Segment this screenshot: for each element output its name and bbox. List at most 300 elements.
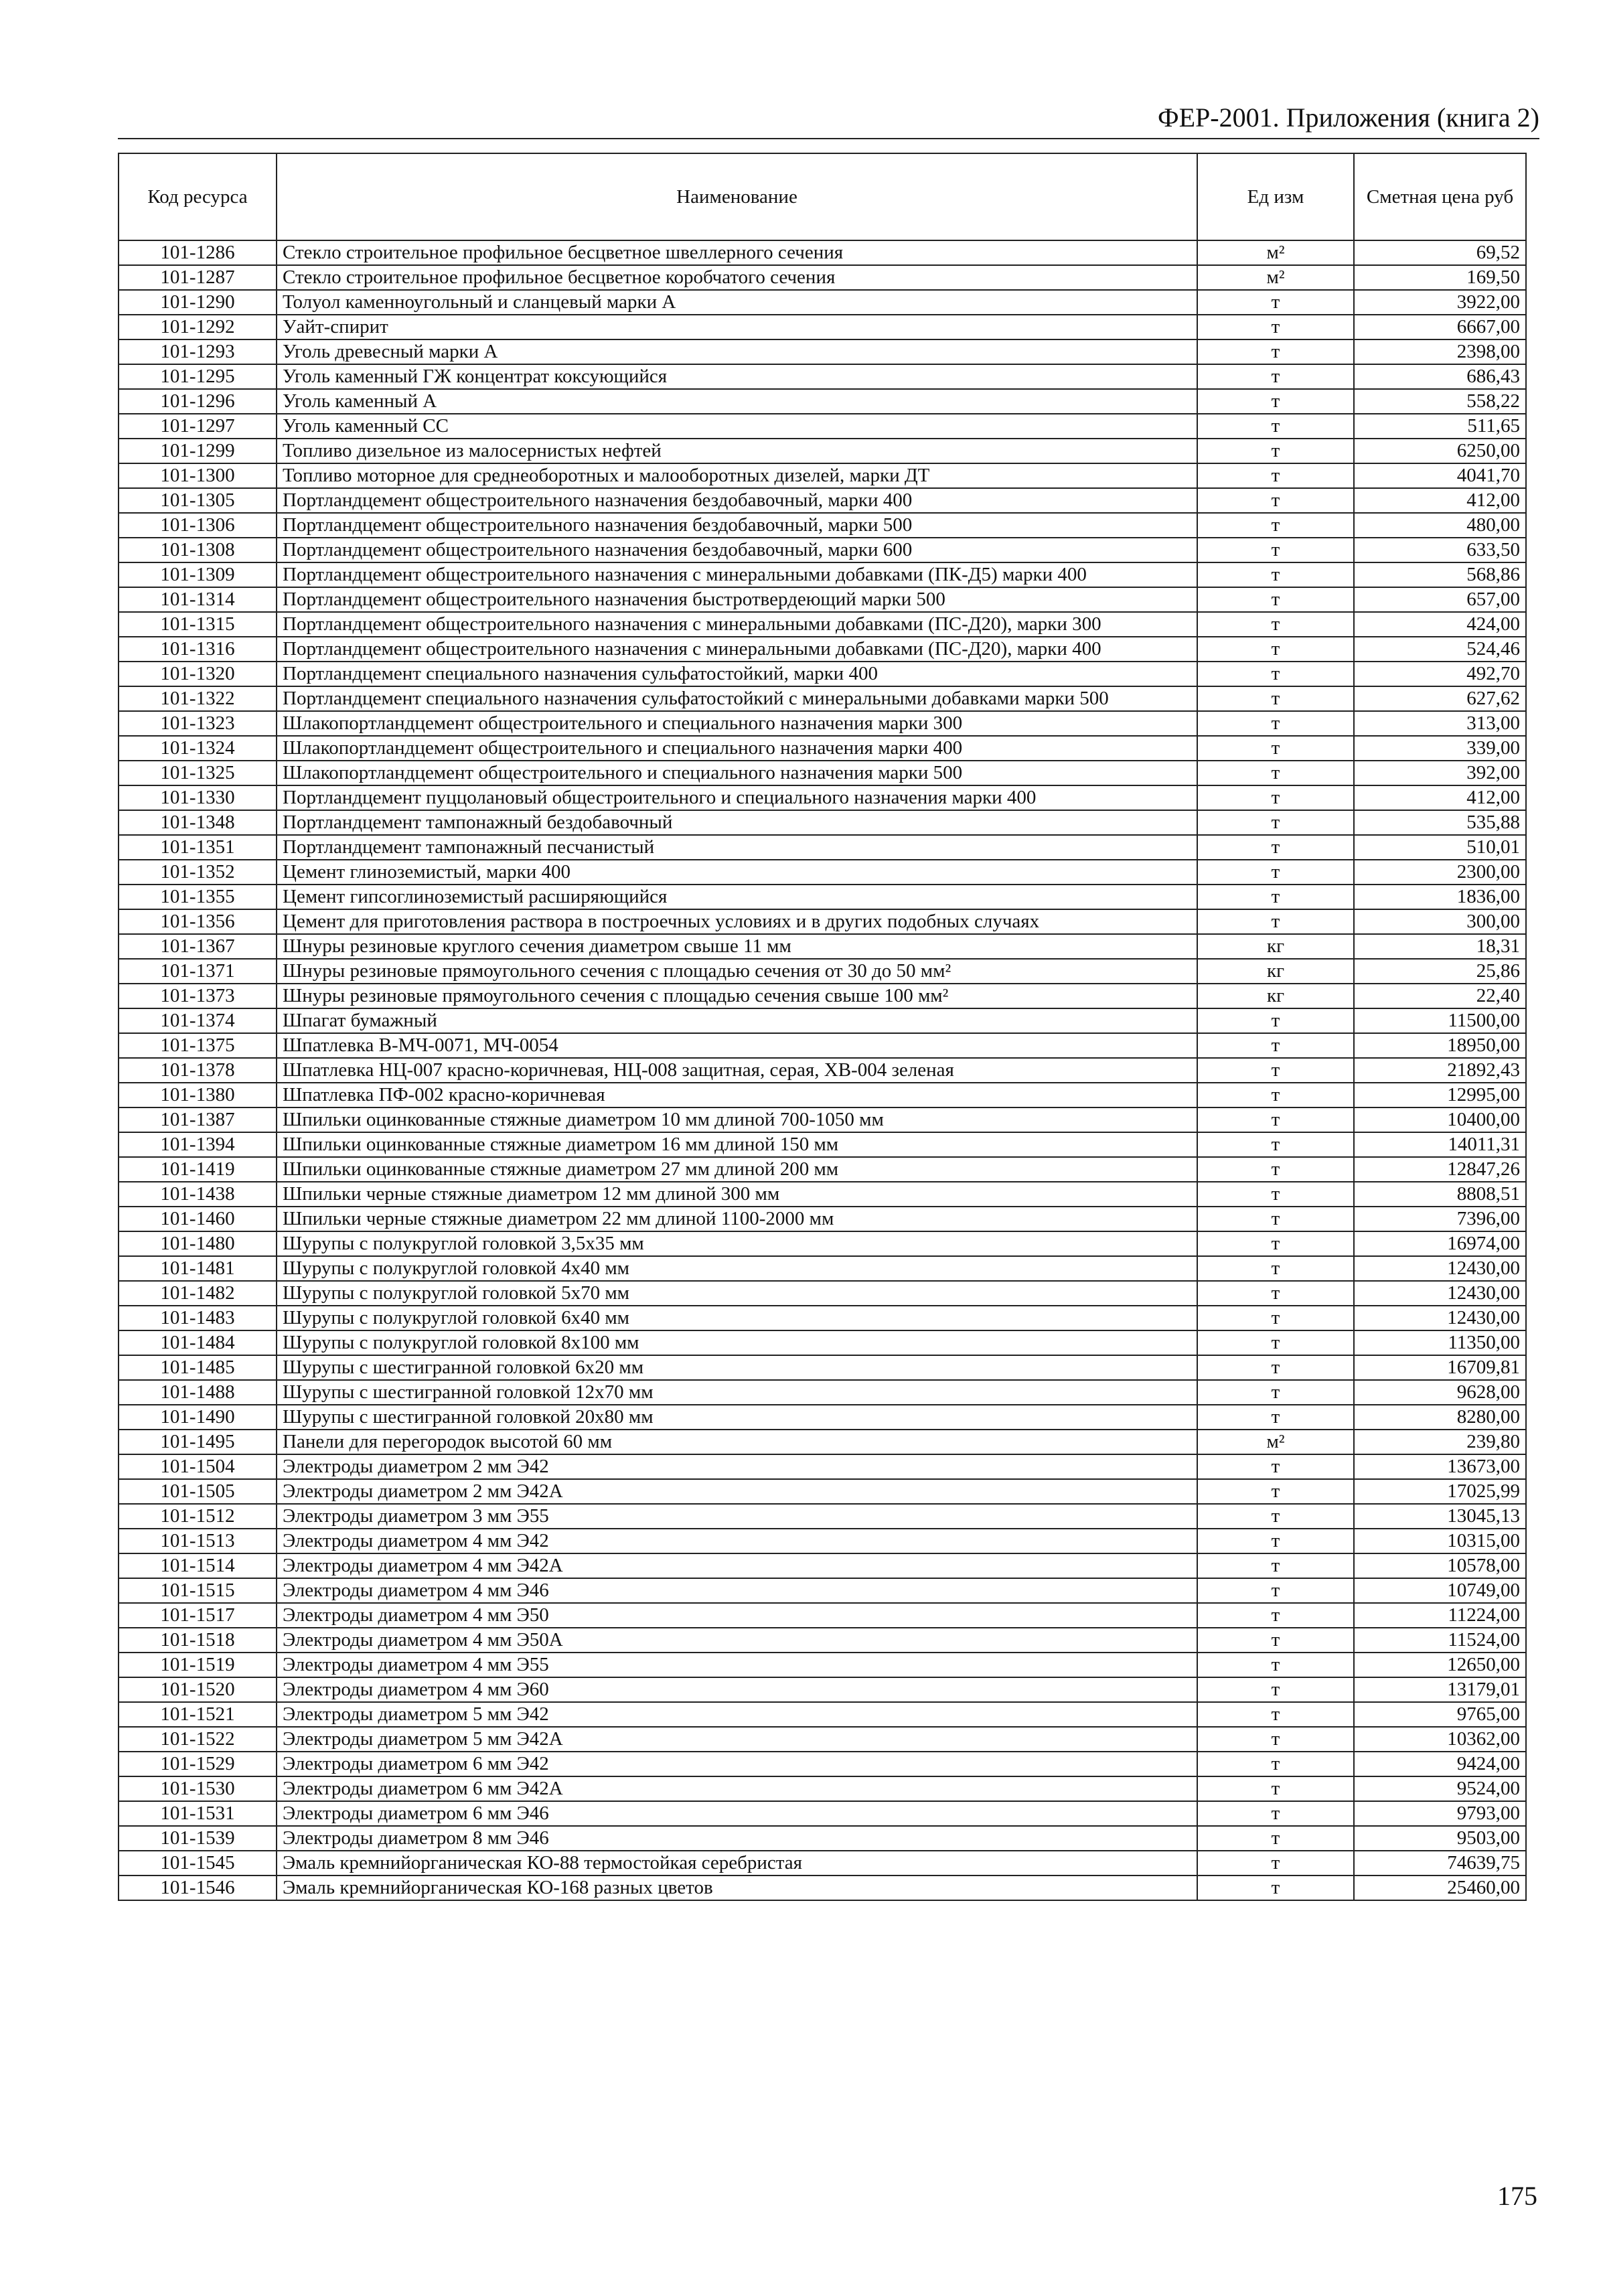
table-row — [119, 315, 1526, 339]
resource-code-cell: 101-1504 — [119, 1454, 277, 1479]
resource-name-cell: Шурупы с полукруглой головкой 3,5х35 мм — [277, 1231, 1197, 1256]
price-cell: 2398,00 — [1354, 339, 1526, 364]
table-row — [119, 1231, 1526, 1256]
price-cell: 25,86 — [1354, 959, 1526, 984]
price-cell: 9424,00 — [1354, 1752, 1526, 1776]
unit-cell: т — [1197, 1752, 1354, 1776]
resource-code-cell: 101-1438 — [119, 1182, 277, 1207]
price-cell: 9793,00 — [1354, 1801, 1526, 1826]
price-cell: 169,50 — [1354, 265, 1526, 290]
resource-name-cell: Электроды диаметром 6 мм Э46 — [277, 1801, 1197, 1826]
price-cell: 8280,00 — [1354, 1405, 1526, 1430]
resource-code-cell: 101-1373 — [119, 984, 277, 1008]
table-row — [119, 339, 1526, 364]
resource-code-cell: 101-1485 — [119, 1355, 277, 1380]
table-row — [119, 1306, 1526, 1330]
table-row — [119, 984, 1526, 1008]
table-row — [119, 1281, 1526, 1306]
unit-cell: т — [1197, 513, 1354, 538]
unit-cell: т — [1197, 1504, 1354, 1529]
price-cell: 511,65 — [1354, 414, 1526, 439]
resource-code-cell: 101-1371 — [119, 959, 277, 984]
unit-cell: т — [1197, 1008, 1354, 1033]
unit-cell: кг — [1197, 934, 1354, 959]
price-cell: 492,70 — [1354, 662, 1526, 686]
unit-cell: т — [1197, 1653, 1354, 1677]
table-row — [119, 885, 1526, 909]
price-cell: 1836,00 — [1354, 885, 1526, 909]
price-cell: 10362,00 — [1354, 1727, 1526, 1752]
table-row — [119, 1702, 1526, 1727]
resource-name-cell: Шурупы с шестигранной головкой 6х20 мм — [277, 1355, 1197, 1380]
table-row — [119, 1479, 1526, 1504]
unit-cell: т — [1197, 1801, 1354, 1826]
column-header-name: Наименование — [277, 153, 1197, 240]
resource-code-cell: 101-1513 — [119, 1529, 277, 1553]
unit-cell: т — [1197, 810, 1354, 835]
unit-cell: т — [1197, 463, 1354, 488]
unit-cell: т — [1197, 686, 1354, 711]
resource-name-cell: Уголь каменный А — [277, 389, 1197, 414]
resource-name-cell: Цемент для приготовления раствора в построечных условиях и в других подобных случаях — [277, 909, 1197, 934]
table-row — [119, 1330, 1526, 1355]
price-cell: 313,00 — [1354, 711, 1526, 736]
resource-name-cell: Шпильки оцинкованные стяжные диаметром 10 мм длиной 700-1050 мм — [277, 1107, 1197, 1132]
resource-name-cell: Шнуры резиновые прямоугольного сечения с площадью сечения свыше 100 мм² — [277, 984, 1197, 1008]
table-row — [119, 1083, 1526, 1107]
price-cell: 3922,00 — [1354, 290, 1526, 315]
table-row — [119, 513, 1526, 538]
unit-cell: т — [1197, 1306, 1354, 1330]
resource-code-cell: 101-1325 — [119, 761, 277, 785]
resource-name-cell: Шпагат бумажный — [277, 1008, 1197, 1033]
resource-code-cell: 101-1521 — [119, 1702, 277, 1727]
resource-code-cell: 101-1299 — [119, 439, 277, 463]
header-divider — [118, 138, 1539, 139]
unit-cell: т — [1197, 1603, 1354, 1628]
price-cell: 7396,00 — [1354, 1207, 1526, 1231]
unit-cell: т — [1197, 439, 1354, 463]
price-cell: 524,46 — [1354, 637, 1526, 662]
table-row — [119, 1207, 1526, 1231]
unit-cell: т — [1197, 1677, 1354, 1702]
table-row — [119, 1752, 1526, 1776]
resource-name-cell: Цемент глиноземистый, марки 400 — [277, 860, 1197, 885]
resource-code-cell: 101-1324 — [119, 736, 277, 761]
price-cell: 633,50 — [1354, 538, 1526, 562]
resource-code-cell: 101-1316 — [119, 637, 277, 662]
resource-code-cell: 101-1314 — [119, 587, 277, 612]
resource-name-cell: Топливо моторное для среднеоборотных и малооборотных дизелей, марки ДТ — [277, 463, 1197, 488]
unit-cell: м² — [1197, 240, 1354, 265]
unit-cell: т — [1197, 1479, 1354, 1504]
table-row — [119, 1033, 1526, 1058]
resource-code-cell: 101-1483 — [119, 1306, 277, 1330]
unit-cell: т — [1197, 1256, 1354, 1281]
resource-name-cell: Шурупы с полукруглой головкой 8х100 мм — [277, 1330, 1197, 1355]
table-row — [119, 761, 1526, 785]
resource-name-cell: Панели для перегородок высотой 60 мм — [277, 1430, 1197, 1454]
resource-code-cell: 101-1322 — [119, 686, 277, 711]
unit-cell: т — [1197, 339, 1354, 364]
price-cell: 10578,00 — [1354, 1553, 1526, 1578]
unit-cell: т — [1197, 1776, 1354, 1801]
table-row — [119, 1430, 1526, 1454]
unit-cell: т — [1197, 711, 1354, 736]
unit-cell: т — [1197, 1058, 1354, 1083]
table-row — [119, 835, 1526, 860]
resource-name-cell: Электроды диаметром 4 мм Э60 — [277, 1677, 1197, 1702]
resource-name-cell: Шурупы с шестигранной головкой 12х70 мм — [277, 1380, 1197, 1405]
table-row — [119, 1182, 1526, 1207]
resource-name-cell: Портландцемент общестроительного назначения быстротвердеющий марки 500 — [277, 587, 1197, 612]
unit-cell: м² — [1197, 1430, 1354, 1454]
table-row — [119, 538, 1526, 562]
resource-name-cell: Электроды диаметром 4 мм Э46 — [277, 1578, 1197, 1603]
price-cell: 6667,00 — [1354, 315, 1526, 339]
table-body — [119, 240, 1526, 1900]
price-cell: 12430,00 — [1354, 1281, 1526, 1306]
unit-cell: т — [1197, 587, 1354, 612]
resource-name-cell: Шнуры резиновые прямоугольного сечения с площадью сечения от 30 до 50 мм² — [277, 959, 1197, 984]
resource-code-cell: 101-1293 — [119, 339, 277, 364]
unit-cell: т — [1197, 1380, 1354, 1405]
resource-code-cell: 101-1488 — [119, 1380, 277, 1405]
resource-name-cell: Шпатлевка ПФ-002 красно-коричневая — [277, 1083, 1197, 1107]
price-cell: 657,00 — [1354, 587, 1526, 612]
table-row — [119, 1355, 1526, 1380]
price-cell: 18,31 — [1354, 934, 1526, 959]
resource-name-cell: Шпатлевка НЦ-007 красно-коричневая, НЦ-008 защитная, серая, ХВ-004 зеленая — [277, 1058, 1197, 1083]
resource-code-cell: 101-1351 — [119, 835, 277, 860]
table-row — [119, 1529, 1526, 1553]
resource-name-cell: Шлакопортландцемент общестроительного и специального назначения марки 500 — [277, 761, 1197, 785]
resource-name-cell: Уайт-спирит — [277, 315, 1197, 339]
resource-code-cell: 101-1546 — [119, 1876, 277, 1900]
resource-name-cell: Портландцемент специального назначения сульфатостойкий, марки 400 — [277, 662, 1197, 686]
resource-code-cell: 101-1356 — [119, 909, 277, 934]
unit-cell: т — [1197, 1826, 1354, 1851]
table-row — [119, 364, 1526, 389]
table-row — [119, 1132, 1526, 1157]
table-row — [119, 959, 1526, 984]
price-cell: 6250,00 — [1354, 439, 1526, 463]
resource-name-cell: Портландцемент общестроительного назначения бездобавочный, марки 500 — [277, 513, 1197, 538]
resource-name-cell: Электроды диаметром 4 мм Э50А — [277, 1628, 1197, 1653]
resource-name-cell: Электроды диаметром 2 мм Э42 — [277, 1454, 1197, 1479]
resource-code-cell: 101-1518 — [119, 1628, 277, 1653]
resource-code-cell: 101-1297 — [119, 414, 277, 439]
unit-cell: т — [1197, 736, 1354, 761]
unit-cell: т — [1197, 1405, 1354, 1430]
table-row — [119, 1801, 1526, 1826]
price-cell: 12430,00 — [1354, 1256, 1526, 1281]
resource-code-cell: 101-1320 — [119, 662, 277, 686]
resource-name-cell: Шпильки оцинкованные стяжные диаметром 16 мм длиной 150 мм — [277, 1132, 1197, 1157]
price-cell: 9628,00 — [1354, 1380, 1526, 1405]
table-row — [119, 1553, 1526, 1578]
resource-code-cell: 101-1355 — [119, 885, 277, 909]
unit-cell: т — [1197, 1281, 1354, 1306]
resource-name-cell: Толуол каменноугольный и сланцевый марки А — [277, 290, 1197, 315]
table-row — [119, 934, 1526, 959]
table-row — [119, 1157, 1526, 1182]
table-row — [119, 860, 1526, 885]
unit-cell: т — [1197, 1182, 1354, 1207]
resource-name-cell: Стекло строительное профильное бесцветное швеллерного сечения — [277, 240, 1197, 265]
resource-name-cell: Шлакопортландцемент общестроительного и специального назначения марки 400 — [277, 736, 1197, 761]
resource-code-cell: 101-1315 — [119, 612, 277, 637]
table-row — [119, 1380, 1526, 1405]
table-row — [119, 1578, 1526, 1603]
price-cell: 300,00 — [1354, 909, 1526, 934]
table-row — [119, 1876, 1526, 1900]
price-cell: 510,01 — [1354, 835, 1526, 860]
price-cell: 9765,00 — [1354, 1702, 1526, 1727]
resource-code-cell: 101-1460 — [119, 1207, 277, 1231]
table-row — [119, 463, 1526, 488]
price-cell: 13045,13 — [1354, 1504, 1526, 1529]
unit-cell: т — [1197, 1553, 1354, 1578]
resource-code-cell: 101-1419 — [119, 1157, 277, 1182]
resource-name-cell: Электроды диаметром 3 мм Э55 — [277, 1504, 1197, 1529]
unit-cell: т — [1197, 637, 1354, 662]
resource-name-cell: Шурупы с шестигранной головкой 20х80 мм — [277, 1405, 1197, 1430]
price-cell: 239,80 — [1354, 1430, 1526, 1454]
price-cell: 412,00 — [1354, 488, 1526, 513]
resource-name-cell: Портландцемент общестроительного назначения с минеральными добавками (ПС-Д20), марки 400 — [277, 637, 1197, 662]
price-cell: 16709,81 — [1354, 1355, 1526, 1380]
unit-cell: т — [1197, 1231, 1354, 1256]
resource-code-cell: 101-1378 — [119, 1058, 277, 1083]
resource-code-cell: 101-1505 — [119, 1479, 277, 1504]
price-cell: 339,00 — [1354, 736, 1526, 761]
price-cell: 480,00 — [1354, 513, 1526, 538]
resource-name-cell: Портландцемент общестроительного назначения бездобавочный, марки 600 — [277, 538, 1197, 562]
table-row — [119, 389, 1526, 414]
resource-name-cell: Электроды диаметром 4 мм Э42А — [277, 1553, 1197, 1578]
resource-code-cell: 101-1308 — [119, 538, 277, 562]
resource-code-cell: 101-1352 — [119, 860, 277, 885]
resource-name-cell: Шпильки оцинкованные стяжные диаметром 27 мм длиной 200 мм — [277, 1157, 1197, 1182]
column-header-code: Код ресурса — [119, 153, 277, 240]
resource-code-cell: 101-1305 — [119, 488, 277, 513]
table-row — [119, 1107, 1526, 1132]
table-row — [119, 1504, 1526, 1529]
price-cell: 412,00 — [1354, 785, 1526, 810]
resource-name-cell: Шурупы с полукруглой головкой 4х40 мм — [277, 1256, 1197, 1281]
unit-cell: кг — [1197, 984, 1354, 1008]
resource-code-cell: 101-1287 — [119, 265, 277, 290]
price-cell: 11524,00 — [1354, 1628, 1526, 1653]
resource-name-cell: Портландцемент тампонажный песчанистый — [277, 835, 1197, 860]
table-row — [119, 909, 1526, 934]
column-header-unit: Ед изм — [1197, 153, 1354, 240]
resource-name-cell: Портландцемент тампонажный бездобавочный — [277, 810, 1197, 835]
price-cell: 568,86 — [1354, 562, 1526, 587]
resource-name-cell: Стекло строительное профильное бесцветное коробчатого сечения — [277, 265, 1197, 290]
resource-code-cell: 101-1300 — [119, 463, 277, 488]
unit-cell: т — [1197, 1157, 1354, 1182]
resource-code-cell: 101-1484 — [119, 1330, 277, 1355]
resource-name-cell: Электроды диаметром 5 мм Э42 — [277, 1702, 1197, 1727]
unit-cell: т — [1197, 662, 1354, 686]
resource-code-cell: 101-1530 — [119, 1776, 277, 1801]
resource-code-cell: 101-1296 — [119, 389, 277, 414]
unit-cell: т — [1197, 885, 1354, 909]
resource-code-cell: 101-1306 — [119, 513, 277, 538]
resource-name-cell: Портландцемент общестроительного назначения с минеральными добавками (ПК-Д5) марки 400 — [277, 562, 1197, 587]
table-header-row — [119, 153, 1526, 240]
price-cell: 13179,01 — [1354, 1677, 1526, 1702]
price-cell: 22,40 — [1354, 984, 1526, 1008]
unit-cell: т — [1197, 538, 1354, 562]
price-cell: 25460,00 — [1354, 1876, 1526, 1900]
price-cell: 16974,00 — [1354, 1231, 1526, 1256]
resource-code-cell: 101-1480 — [119, 1231, 277, 1256]
resource-name-cell: Портландцемент специального назначения сульфатостойкий с минеральными добавками марки 500 — [277, 686, 1197, 711]
table-row — [119, 1776, 1526, 1801]
price-cell: 14011,31 — [1354, 1132, 1526, 1157]
price-cell: 21892,43 — [1354, 1058, 1526, 1083]
unit-cell: т — [1197, 414, 1354, 439]
document-title: ФЕР-2001. Приложения (книга 2) — [1158, 102, 1539, 133]
table-row — [119, 587, 1526, 612]
resource-code-cell: 101-1292 — [119, 315, 277, 339]
resource-name-cell: Шурупы с полукруглой головкой 6х40 мм — [277, 1306, 1197, 1330]
price-cell: 4041,70 — [1354, 463, 1526, 488]
resource-code-cell: 101-1290 — [119, 290, 277, 315]
price-cell: 13673,00 — [1354, 1454, 1526, 1479]
resource-code-cell: 101-1367 — [119, 934, 277, 959]
price-cell: 10749,00 — [1354, 1578, 1526, 1603]
resource-name-cell: Уголь каменный СС — [277, 414, 1197, 439]
resource-name-cell: Уголь древесный марки А — [277, 339, 1197, 364]
resource-code-cell: 101-1519 — [119, 1653, 277, 1677]
column-header-price: Сметная цена руб — [1354, 153, 1526, 240]
unit-cell: м² — [1197, 265, 1354, 290]
price-cell: 10315,00 — [1354, 1529, 1526, 1553]
price-cell: 18950,00 — [1354, 1033, 1526, 1058]
table-row — [119, 1826, 1526, 1851]
unit-cell: т — [1197, 1876, 1354, 1900]
resource-name-cell: Шпильки черные стяжные диаметром 22 мм длиной 1100-2000 мм — [277, 1207, 1197, 1231]
unit-cell: т — [1197, 1851, 1354, 1876]
unit-cell: т — [1197, 1330, 1354, 1355]
resource-code-cell: 101-1309 — [119, 562, 277, 587]
resource-code-cell: 101-1529 — [119, 1752, 277, 1776]
table-row — [119, 1454, 1526, 1479]
price-cell: 535,88 — [1354, 810, 1526, 835]
resource-code-cell: 101-1394 — [119, 1132, 277, 1157]
table-row — [119, 637, 1526, 662]
price-cell: 11500,00 — [1354, 1008, 1526, 1033]
price-cell: 12847,26 — [1354, 1157, 1526, 1182]
unit-cell: т — [1197, 612, 1354, 637]
price-cell: 9524,00 — [1354, 1776, 1526, 1801]
resource-name-cell: Электроды диаметром 6 мм Э42 — [277, 1752, 1197, 1776]
price-cell: 11350,00 — [1354, 1330, 1526, 1355]
price-cell: 627,62 — [1354, 686, 1526, 711]
resource-code-cell: 101-1323 — [119, 711, 277, 736]
resource-name-cell: Топливо дизельное из малосернистых нефтей — [277, 439, 1197, 463]
resource-name-cell: Шнуры резиновые круглого сечения диаметром свыше 11 мм — [277, 934, 1197, 959]
price-cell: 12995,00 — [1354, 1083, 1526, 1107]
unit-cell: т — [1197, 1107, 1354, 1132]
unit-cell: т — [1197, 315, 1354, 339]
resource-name-cell: Портландцемент общестроительного назначения бездобавочный, марки 400 — [277, 488, 1197, 513]
resource-code-cell: 101-1520 — [119, 1677, 277, 1702]
resource-code-cell: 101-1330 — [119, 785, 277, 810]
resource-name-cell: Цемент гипсоглиноземистый расширяющийся — [277, 885, 1197, 909]
table-row — [119, 562, 1526, 587]
unit-cell: т — [1197, 364, 1354, 389]
unit-cell: т — [1197, 1132, 1354, 1157]
table-row — [119, 290, 1526, 315]
unit-cell: кг — [1197, 959, 1354, 984]
table-row — [119, 414, 1526, 439]
unit-cell: т — [1197, 1578, 1354, 1603]
resource-name-cell: Электроды диаметром 4 мм Э42 — [277, 1529, 1197, 1553]
resource-code-cell: 101-1495 — [119, 1430, 277, 1454]
unit-cell: т — [1197, 909, 1354, 934]
price-cell: 11224,00 — [1354, 1603, 1526, 1628]
resource-name-cell: Шурупы с полукруглой головкой 5х70 мм — [277, 1281, 1197, 1306]
resource-name-cell: Эмаль кремнийорганическая КО-88 термостойкая серебристая — [277, 1851, 1197, 1876]
resource-name-cell: Электроды диаметром 2 мм Э42А — [277, 1479, 1197, 1504]
table-row — [119, 1405, 1526, 1430]
resource-code-cell: 101-1512 — [119, 1504, 277, 1529]
price-cell: 17025,99 — [1354, 1479, 1526, 1504]
table-row — [119, 1256, 1526, 1281]
price-cell: 424,00 — [1354, 612, 1526, 637]
unit-cell: т — [1197, 562, 1354, 587]
table-row — [119, 488, 1526, 513]
price-cell: 10400,00 — [1354, 1107, 1526, 1132]
resource-name-cell: Электроды диаметром 4 мм Э50 — [277, 1603, 1197, 1628]
table-row — [119, 686, 1526, 711]
resource-code-cell: 101-1545 — [119, 1851, 277, 1876]
price-cell: 69,52 — [1354, 240, 1526, 265]
table-row — [119, 810, 1526, 835]
table-row — [119, 736, 1526, 761]
unit-cell: т — [1197, 1529, 1354, 1553]
resource-code-cell: 101-1481 — [119, 1256, 277, 1281]
table-row — [119, 1008, 1526, 1033]
table-row — [119, 711, 1526, 736]
price-cell: 74639,75 — [1354, 1851, 1526, 1876]
unit-cell: т — [1197, 1083, 1354, 1107]
unit-cell: т — [1197, 1355, 1354, 1380]
resource-name-cell: Уголь каменный ГЖ концентрат коксующийся — [277, 364, 1197, 389]
price-cell: 558,22 — [1354, 389, 1526, 414]
resource-name-cell: Шпильки черные стяжные диаметром 12 мм длиной 300 мм — [277, 1182, 1197, 1207]
price-cell: 12430,00 — [1354, 1306, 1526, 1330]
table-row — [119, 612, 1526, 637]
resource-code-cell: 101-1539 — [119, 1826, 277, 1851]
resource-code-cell: 101-1295 — [119, 364, 277, 389]
resource-code-cell: 101-1517 — [119, 1603, 277, 1628]
unit-cell: т — [1197, 389, 1354, 414]
resource-code-cell: 101-1375 — [119, 1033, 277, 1058]
resource-name-cell: Портландцемент общестроительного назначения с минеральными добавками (ПС-Д20), марки 300 — [277, 612, 1197, 637]
table-row — [119, 265, 1526, 290]
price-cell: 392,00 — [1354, 761, 1526, 785]
table-row — [119, 1058, 1526, 1083]
unit-cell: т — [1197, 1702, 1354, 1727]
unit-cell: т — [1197, 835, 1354, 860]
resource-code-cell: 101-1348 — [119, 810, 277, 835]
